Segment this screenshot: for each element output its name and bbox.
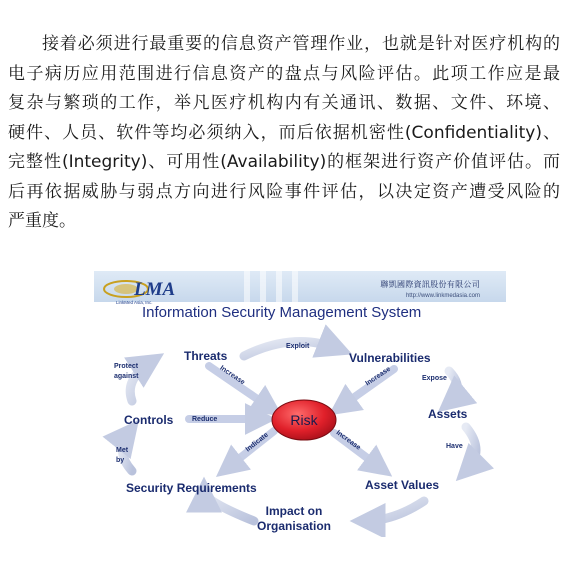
node-assets: Assets [428, 407, 468, 421]
edge-label-have: Have [446, 443, 463, 450]
arrow-vulnerabilities-assets [449, 371, 458, 403]
company-name: 聯凱國際資訊股份有限公司 [380, 280, 480, 289]
paragraph-line: 硬件、人员、软件等均必须纳入，而后依据机密性(Confidentiality)、 [8, 122, 560, 143]
edge-label-expose: Expose [422, 375, 447, 382]
edge-label-indicate: Indicate [244, 431, 270, 454]
edge-label-increase-threats: Increase [218, 364, 246, 387]
edge-label-met-line1: Met [116, 447, 129, 454]
logo-subtext: LinkMed Asia, Inc. [116, 300, 153, 305]
lma-logo [104, 279, 175, 305]
edge-label-increase-values: Increase [334, 429, 362, 452]
arrow-assetvalues-impact [364, 501, 424, 521]
edge-label-reduce: Reduce [192, 416, 218, 423]
paragraph-line: 严重度。 [8, 211, 76, 231]
node-controls: Controls [124, 413, 174, 427]
company-url: http://www.linkmedasia.com [405, 293, 480, 299]
node-security-requirements: Security Requirements [126, 481, 257, 495]
paragraph-line: 后再依据威胁与弱点方向进行风险事件评估，以决定资产遭受风险的 [8, 181, 560, 202]
logo-text: LMA [134, 279, 176, 300]
body-paragraph [8, 30, 560, 237]
edge-label-exploit: Exploit [286, 343, 310, 350]
paragraph-line: 接着必须进行最重要的信息资产管理作业，也就是针对医疗机构的 [42, 34, 560, 54]
arrow-threats-risk [209, 366, 272, 409]
paragraph-line: 电子病历应用范围进行信息资产的盘点与风险评估。此项工作应是最 [8, 63, 560, 84]
edge-label-protect-line1: Protect [114, 363, 139, 370]
diagram-title: Information Security Management System [142, 304, 422, 321]
node-impact-line2: Organisation [256, 519, 331, 533]
arrow-assets-assetvalues [466, 427, 476, 471]
node-impact-line1: Impact on [265, 504, 323, 518]
node-threats: Threats [184, 349, 228, 363]
edge-label-protect-line2: against [114, 373, 139, 380]
risk-label: Risk [290, 412, 318, 428]
paragraph-line: 完整性(Integrity)、可用性(Availability)的框架进行资产价值评估。而 [8, 152, 560, 172]
edge-label-met-line2: by [116, 457, 125, 464]
paragraph-line: 复杂与繁琐的工作，举凡医疗机构内有关通讯、数据、文件、环境、 [8, 93, 560, 113]
node-asset-values: Asset Values [365, 478, 440, 492]
edge-label-increase-vuln: Increase [364, 365, 392, 388]
node-vulnerabilities: Vulnerabilities [349, 351, 431, 365]
isms-diagram-figure [94, 271, 506, 537]
